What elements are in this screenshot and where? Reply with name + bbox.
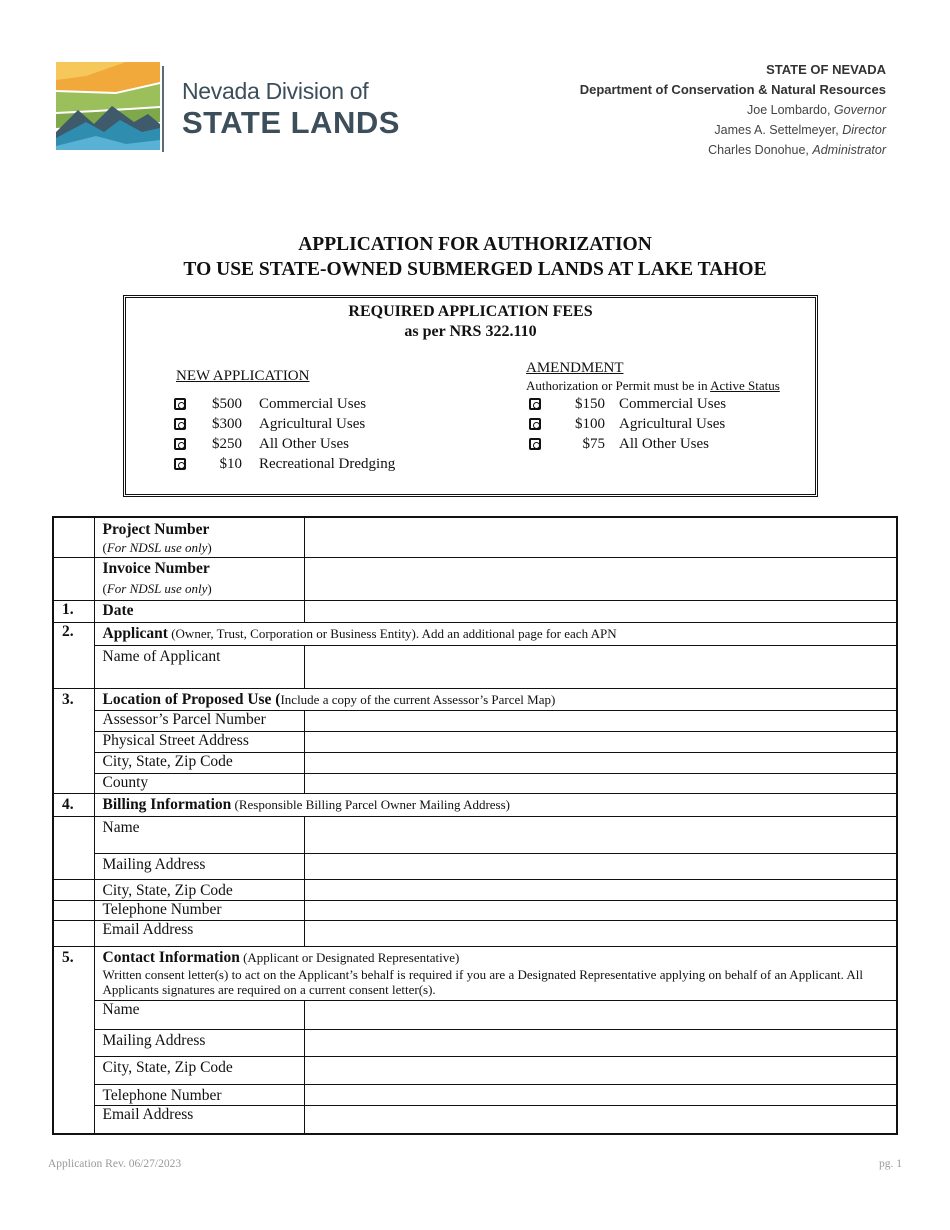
- apn-field[interactable]: [304, 711, 897, 732]
- logo-wordmark: [182, 78, 400, 140]
- radio-icon[interactable]: [529, 418, 541, 430]
- billing-note: (Responsible Billing Parcel Owner Mailing Address): [231, 797, 511, 812]
- location-label: Location of Proposed Use (: [102, 691, 281, 708]
- fee-option-new-commercial[interactable]: $500 Commercial Uses: [174, 394, 474, 414]
- name-of-applicant-field[interactable]: [304, 646, 897, 689]
- city-field[interactable]: [304, 753, 897, 774]
- logo-divider: [162, 66, 164, 152]
- invoice-number-label: Invoice Number: [102, 560, 210, 577]
- new-application-title: NEW APPLICATION: [176, 368, 310, 384]
- row-contact-name: [53, 1001, 897, 1030]
- applicant-note: (Owner, Trust, Corporation or Business Entity). Add an additional page for each APN: [167, 626, 617, 641]
- city-label: City, State, Zip Code: [94, 753, 304, 774]
- contact-city-label: City, State, Zip Code: [94, 1057, 304, 1085]
- contact-mailing-field[interactable]: [304, 1030, 897, 1057]
- title-line1: APPLICATION FOR AUTHORIZATION: [298, 234, 652, 255]
- county-label: County: [94, 774, 304, 794]
- fee-option-new-agricultural[interactable]: $300 Agricultural Uses: [174, 414, 474, 434]
- contact-name-field[interactable]: [304, 1001, 897, 1030]
- application-form-table: [52, 516, 898, 1135]
- department-name: Department of Conservation & Natural Resources: [579, 82, 886, 97]
- state-name: STATE OF NEVADA: [766, 62, 886, 77]
- contact-phone-label: Telephone Number: [94, 1085, 304, 1106]
- row-contact-city: [53, 1057, 897, 1085]
- contact-consent-note: Written consent letter(s) to act on the Applicant’s behalf is required if you are a Designated Representative applying on behalf of an Applicant. All Applicants signatures are required on a current consent letter(s).: [102, 967, 863, 997]
- billing-city-field[interactable]: [304, 880, 897, 901]
- fee-option-new-other[interactable]: $250 All Other Uses: [174, 434, 474, 454]
- project-number-field[interactable]: [304, 517, 897, 558]
- page-number: pg. 1: [879, 1158, 902, 1170]
- fee-option-amend-agricultural[interactable]: $100 Agricultural Uses: [529, 414, 789, 434]
- director-line: James A. Settelmeyer, Director: [714, 123, 886, 137]
- row-location-heading: [53, 689, 897, 711]
- apn-label: Assessor’s Parcel Number: [94, 711, 304, 732]
- row-applicant-heading: [53, 623, 897, 646]
- billing-email-field[interactable]: [304, 921, 897, 947]
- fee-option-amend-commercial[interactable]: $150 Commercial Uses: [529, 394, 789, 414]
- invoice-number-note: (For NDSL use only): [102, 581, 212, 596]
- revision-footer: Application Rev. 06/27/2023: [48, 1158, 182, 1170]
- fee-option-new-dredging[interactable]: $10 Recreational Dredging: [174, 454, 474, 474]
- billing-email-label: Email Address: [94, 921, 304, 947]
- title-line2: TO USE STATE-OWNED SUBMERGED LANDS AT LAKE TAHOE: [183, 259, 767, 280]
- fees-box: [123, 295, 818, 497]
- row-name-of-applicant: [53, 646, 897, 689]
- street-label: Physical Street Address: [94, 732, 304, 753]
- project-number-note: (For NDSL use only): [102, 540, 212, 555]
- date-field[interactable]: [304, 601, 897, 623]
- row-billing-email: [53, 921, 897, 947]
- contact-city-field[interactable]: [304, 1057, 897, 1085]
- contact-email-label: Email Address: [94, 1106, 304, 1134]
- logo-line2: STATE LANDS: [182, 105, 400, 140]
- page-title: [0, 232, 950, 282]
- section-number: 1.: [53, 601, 94, 623]
- county-field[interactable]: [304, 774, 897, 794]
- row-contact-heading: [53, 947, 897, 1001]
- row-contact-phone: [53, 1085, 897, 1106]
- state-lands-logo: [56, 62, 160, 150]
- contact-note: (Applicant or Designated Representative): [239, 950, 460, 965]
- billing-city-label: City, State, Zip Code: [94, 880, 304, 901]
- row-project-number: [53, 517, 897, 558]
- billing-mailing-field[interactable]: [304, 854, 897, 880]
- date-label: Date: [102, 602, 134, 619]
- billing-label: Billing Information: [102, 796, 232, 813]
- applicant-label: Applicant: [102, 625, 168, 642]
- section-number: 3.: [53, 689, 94, 711]
- section-number: 2.: [53, 623, 94, 646]
- agency-block: [580, 60, 886, 160]
- governor-line: Joe Lombardo, Governor: [747, 103, 886, 117]
- radio-icon[interactable]: [529, 438, 541, 450]
- contact-mailing-label: Mailing Address: [94, 1030, 304, 1057]
- row-invoice-number: [53, 558, 897, 601]
- fees-heading: REQUIRED APPLICATION FEES as per NRS 322.110: [348, 303, 593, 340]
- row-billing-mailing: [53, 854, 897, 880]
- fee-option-amend-other[interactable]: $75 All Other Uses: [529, 434, 789, 454]
- section-number: 5.: [53, 947, 94, 1001]
- row-city: [53, 753, 897, 774]
- billing-phone-label: Telephone Number: [94, 901, 304, 921]
- billing-phone-field[interactable]: [304, 901, 897, 921]
- project-number-label: Project Number: [102, 521, 210, 538]
- street-field[interactable]: [304, 732, 897, 753]
- row-contact-mailing: [53, 1030, 897, 1057]
- row-county: [53, 774, 897, 794]
- row-street: [53, 732, 897, 753]
- row-billing-phone: [53, 901, 897, 921]
- administrator-line: Charles Donohue, Administrator: [708, 143, 886, 157]
- row-apn: [53, 711, 897, 732]
- contact-email-field[interactable]: [304, 1106, 897, 1134]
- invoice-number-field[interactable]: [304, 558, 897, 601]
- name-of-applicant-label: Name of Applicant: [94, 646, 304, 689]
- billing-name-label: Name: [94, 817, 304, 854]
- contact-name-label: Name: [94, 1001, 304, 1030]
- row-billing-name: [53, 817, 897, 854]
- row-billing-heading: [53, 794, 897, 817]
- logo-line1: Nevada Division of: [182, 78, 369, 104]
- contact-phone-field[interactable]: [304, 1085, 897, 1106]
- row-contact-email: [53, 1106, 897, 1134]
- row-date: [53, 601, 897, 623]
- amendment-note: Authorization or Permit must be in Active Status: [526, 378, 780, 393]
- section-number: 4.: [53, 794, 94, 817]
- billing-name-field[interactable]: [304, 817, 897, 854]
- contact-label: Contact Information: [102, 949, 240, 966]
- location-note: Include a copy of the current Assessor’s Parcel Map): [280, 692, 556, 707]
- row-billing-city: [53, 880, 897, 901]
- radio-icon[interactable]: [529, 398, 541, 410]
- billing-mailing-label: Mailing Address: [94, 854, 304, 880]
- amendment-title: AMENDMENT: [526, 360, 624, 376]
